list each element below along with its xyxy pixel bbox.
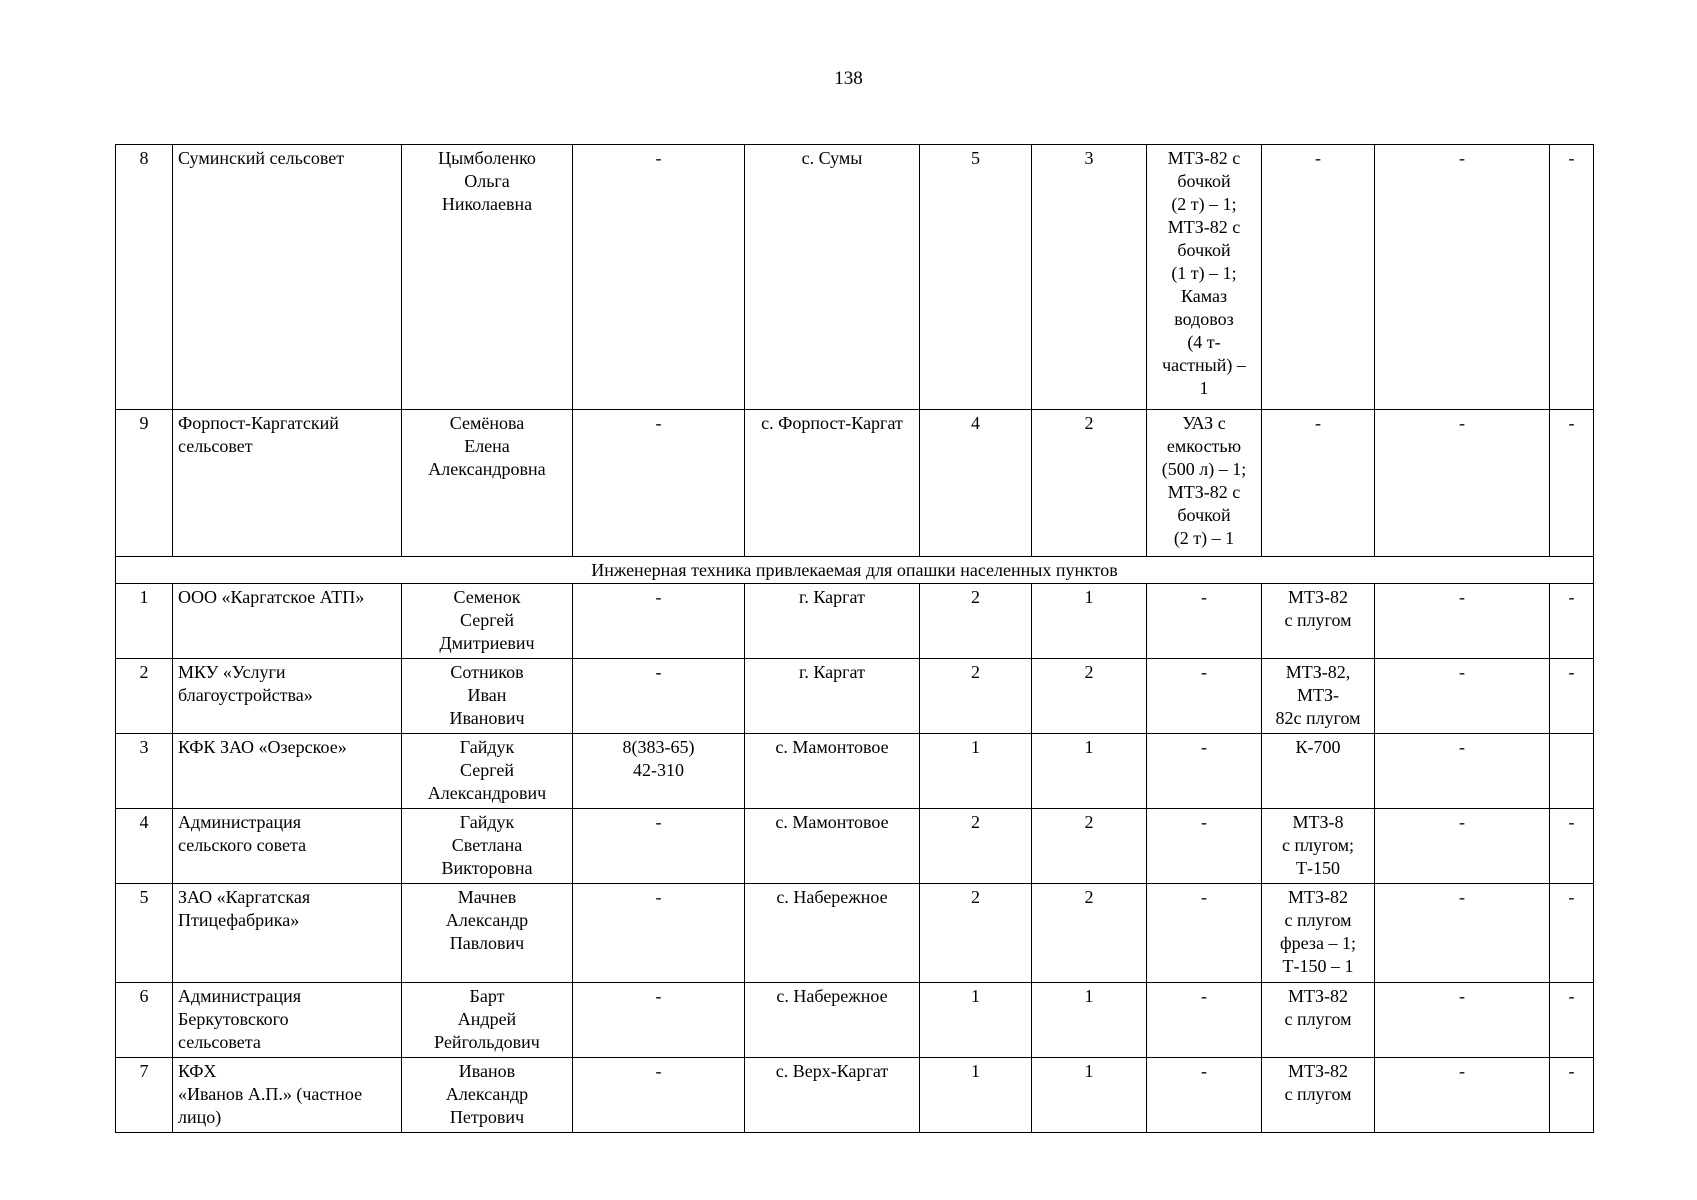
extra-cell: -	[1550, 809, 1594, 884]
table-row	[116, 884, 1594, 983]
phone-cell: -	[573, 410, 745, 557]
table-row	[116, 410, 1594, 557]
table-row	[116, 584, 1594, 659]
phone-cell: -	[573, 145, 745, 410]
row-number: 8	[116, 145, 173, 410]
location-cell: с. Верх-Каргат	[745, 1058, 920, 1133]
organization-cell: МКУ «Услуги благоустройства»	[173, 659, 402, 734]
phone-cell: -	[573, 584, 745, 659]
location-cell: с. Набережное	[745, 983, 920, 1058]
extra-cell: -	[1375, 1058, 1550, 1133]
equipment-table	[115, 144, 1594, 1133]
responsible-person-cell: Мачнев Александр Павлович	[402, 884, 573, 983]
count-cell: 3	[1032, 145, 1147, 410]
phone-cell: -	[573, 659, 745, 734]
extra-cell	[1550, 734, 1594, 809]
count-cell: 4	[920, 410, 1032, 557]
table-row	[116, 1058, 1594, 1133]
plough-equipment-cell: МТЗ-82 с плугом фреза – 1; Т-150 – 1	[1262, 884, 1375, 983]
location-cell: с. Мамонтовое	[745, 734, 920, 809]
water-equipment-cell: МТЗ-82 с бочкой (2 т) – 1; МТЗ-82 с бочкой (1 т) – 1; Камаз водовоз (4 т- частный) – 1	[1147, 145, 1262, 410]
responsible-person-cell: Цымболенко Ольга Николаевна	[402, 145, 573, 410]
table-row	[116, 145, 1594, 410]
responsible-person-cell: Иванов Александр Петрович	[402, 1058, 573, 1133]
plough-equipment-cell: К-700	[1262, 734, 1375, 809]
water-equipment-cell: -	[1147, 884, 1262, 983]
table-body	[116, 145, 1594, 1133]
water-equipment-cell: -	[1147, 1058, 1262, 1133]
responsible-person-cell: Сотников Иван Иванович	[402, 659, 573, 734]
phone-cell: -	[573, 884, 745, 983]
table-row	[116, 983, 1594, 1058]
phone-cell: -	[573, 983, 745, 1058]
count-cell: 2	[1032, 410, 1147, 557]
water-equipment-cell: -	[1147, 809, 1262, 884]
location-cell: г. Каргат	[745, 584, 920, 659]
plough-equipment-cell: МТЗ-82 с плугом	[1262, 1058, 1375, 1133]
extra-cell: -	[1375, 145, 1550, 410]
phone-cell: 8(383-65) 42-310	[573, 734, 745, 809]
phone-cell: -	[573, 809, 745, 884]
location-cell: с. Форпост-Каргат	[745, 410, 920, 557]
table-row	[116, 809, 1594, 884]
count-cell: 2	[1032, 884, 1147, 983]
water-equipment-cell: -	[1147, 584, 1262, 659]
row-number: 5	[116, 884, 173, 983]
location-cell: г. Каргат	[745, 659, 920, 734]
row-number: 2	[116, 659, 173, 734]
section-title: Инженерная техника привлекаемая для опашки населенных пунктов	[116, 557, 1594, 584]
organization-cell: Суминский сельсовет	[173, 145, 402, 410]
extra-cell: -	[1375, 809, 1550, 884]
responsible-person-cell: Семенок Сергей Дмитриевич	[402, 584, 573, 659]
row-number: 6	[116, 983, 173, 1058]
extra-cell: -	[1550, 410, 1594, 557]
plough-equipment-cell: -	[1262, 410, 1375, 557]
organization-cell: Форпост-Каргатский сельсовет	[173, 410, 402, 557]
organization-cell: ООО «Каргатское АТП»	[173, 584, 402, 659]
organization-cell: КФХ «Иванов А.П.» (частное лицо)	[173, 1058, 402, 1133]
extra-cell: -	[1550, 145, 1594, 410]
plough-equipment-cell: МТЗ-8 с плугом; Т-150	[1262, 809, 1375, 884]
organization-cell: ЗАО «Каргатская Птицефабрика»	[173, 884, 402, 983]
location-cell: с. Мамонтовое	[745, 809, 920, 884]
water-equipment-cell: -	[1147, 659, 1262, 734]
count-cell: 1	[920, 983, 1032, 1058]
extra-cell: -	[1375, 584, 1550, 659]
count-cell: 2	[920, 659, 1032, 734]
extra-cell: -	[1550, 983, 1594, 1058]
count-cell: 1	[1032, 584, 1147, 659]
count-cell: 1	[920, 734, 1032, 809]
extra-cell: -	[1375, 734, 1550, 809]
extra-cell: -	[1375, 410, 1550, 557]
section-row	[116, 557, 1594, 584]
organization-cell: Администрация Беркутовского сельсовета	[173, 983, 402, 1058]
count-cell: 1	[1032, 1058, 1147, 1133]
responsible-person-cell: Гайдук Светлана Викторовна	[402, 809, 573, 884]
count-cell: 5	[920, 145, 1032, 410]
responsible-person-cell: Гайдук Сергей Александрович	[402, 734, 573, 809]
water-equipment-cell: -	[1147, 734, 1262, 809]
location-cell: с. Сумы	[745, 145, 920, 410]
row-number: 4	[116, 809, 173, 884]
responsible-person-cell: Барт Андрей Рейгольдович	[402, 983, 573, 1058]
count-cell: 1	[1032, 983, 1147, 1058]
page-number: 138	[834, 68, 863, 89]
row-number: 3	[116, 734, 173, 809]
organization-cell: Администрация сельского совета	[173, 809, 402, 884]
count-cell: 2	[920, 884, 1032, 983]
organization-cell: КФК ЗАО «Озерское»	[173, 734, 402, 809]
extra-cell: -	[1375, 884, 1550, 983]
count-cell: 1	[920, 1058, 1032, 1133]
extra-cell: -	[1550, 884, 1594, 983]
count-cell: 2	[920, 809, 1032, 884]
plough-equipment-cell: МТЗ-82 с плугом	[1262, 983, 1375, 1058]
water-equipment-cell: УАЗ с емкостью (500 л) – 1; МТЗ-82 с бочкой (2 т) – 1	[1147, 410, 1262, 557]
table-row	[116, 659, 1594, 734]
row-number: 7	[116, 1058, 173, 1133]
location-cell: с. Набережное	[745, 884, 920, 983]
row-number: 1	[116, 584, 173, 659]
extra-cell: -	[1550, 1058, 1594, 1133]
plough-equipment-cell: -	[1262, 145, 1375, 410]
extra-cell: -	[1550, 584, 1594, 659]
plough-equipment-cell: МТЗ-82, МТЗ- 82с плугом	[1262, 659, 1375, 734]
water-equipment-cell: -	[1147, 983, 1262, 1058]
row-number: 9	[116, 410, 173, 557]
responsible-person-cell: Семёнова Елена Александровна	[402, 410, 573, 557]
extra-cell: -	[1550, 659, 1594, 734]
phone-cell: -	[573, 1058, 745, 1133]
extra-cell: -	[1375, 659, 1550, 734]
count-cell: 2	[1032, 809, 1147, 884]
extra-cell: -	[1375, 983, 1550, 1058]
count-cell: 2	[920, 584, 1032, 659]
plough-equipment-cell: МТЗ-82 с плугом	[1262, 584, 1375, 659]
count-cell: 2	[1032, 659, 1147, 734]
table-row	[116, 734, 1594, 809]
count-cell: 1	[1032, 734, 1147, 809]
